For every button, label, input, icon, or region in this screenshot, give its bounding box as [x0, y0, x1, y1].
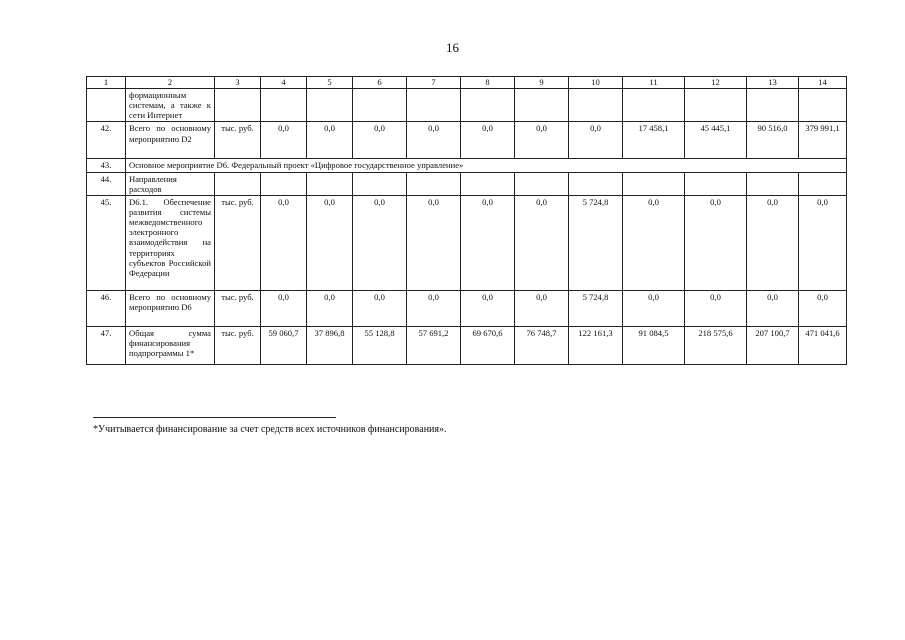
value-cell: 0,0	[307, 122, 353, 159]
column-header: 2	[126, 77, 215, 89]
row-number-cell: 47.	[87, 326, 126, 364]
row-name-cell: Всего по основному мероприятию D2	[126, 122, 215, 159]
footnote-divider	[93, 417, 336, 418]
value-cell	[407, 89, 461, 122]
value-cell	[461, 89, 515, 122]
value-cell	[569, 172, 623, 195]
value-cell	[685, 89, 747, 122]
value-cell: 0,0	[407, 290, 461, 326]
unit-cell	[215, 172, 261, 195]
column-header: 1	[87, 77, 126, 89]
financing-table	[86, 76, 847, 365]
value-cell: 0,0	[307, 290, 353, 326]
value-cell: 69 670,6	[461, 326, 515, 364]
value-cell: 57 691,2	[407, 326, 461, 364]
value-cell: 0,0	[353, 290, 407, 326]
row-name-cell: формационным системам, а также к сети Интернет	[126, 89, 215, 122]
value-cell: 0,0	[461, 195, 515, 290]
value-cell: 122 161,3	[569, 326, 623, 364]
row-number-cell: 45.	[87, 195, 126, 290]
column-header: 10	[569, 77, 623, 89]
column-header: 14	[799, 77, 847, 89]
value-cell	[569, 89, 623, 122]
value-cell	[515, 172, 569, 195]
value-cell: 5 724,8	[569, 195, 623, 290]
value-cell: 0,0	[461, 122, 515, 159]
value-cell: 0,0	[407, 195, 461, 290]
table-row	[87, 290, 847, 326]
value-cell: 0,0	[407, 122, 461, 159]
value-cell	[307, 89, 353, 122]
column-header: 7	[407, 77, 461, 89]
value-cell	[353, 89, 407, 122]
value-cell: 0,0	[261, 122, 307, 159]
unit-cell: тыс. руб.	[215, 195, 261, 290]
row-number-cell: 46.	[87, 290, 126, 326]
row-name-cell: D6.1. Обеспечение развития системы межведомственного электронного взаимодействия на территориях субъектов Российской Федерации	[126, 195, 215, 290]
unit-cell: тыс. руб.	[215, 290, 261, 326]
table-row	[87, 195, 847, 290]
column-header: 4	[261, 77, 307, 89]
row-number-cell: 42.	[87, 122, 126, 159]
value-cell: 59 060,7	[261, 326, 307, 364]
value-cell	[799, 172, 847, 195]
column-header: 13	[747, 77, 799, 89]
footnote: *Учитывается финансирование за счет средств всех источников финансирования».	[93, 424, 447, 435]
value-cell	[353, 172, 407, 195]
value-cell: 0,0	[623, 290, 685, 326]
value-cell: 0,0	[569, 122, 623, 159]
table-row	[87, 326, 847, 364]
unit-cell	[215, 89, 261, 122]
value-cell	[261, 89, 307, 122]
value-cell: 0,0	[799, 195, 847, 290]
column-header: 3	[215, 77, 261, 89]
column-header: 6	[353, 77, 407, 89]
value-cell: 0,0	[515, 290, 569, 326]
value-cell: 0,0	[353, 195, 407, 290]
table-row	[87, 122, 847, 159]
value-cell: 0,0	[515, 122, 569, 159]
row-number-cell: 43.	[87, 159, 126, 172]
value-cell: 0,0	[747, 290, 799, 326]
value-cell: 0,0	[261, 195, 307, 290]
value-cell	[515, 89, 569, 122]
section-title-cell: Основное мероприятие D6. Федеральный проект «Цифровое государственное управление»	[126, 159, 847, 172]
value-cell: 471 041,6	[799, 326, 847, 364]
row-number-cell: 44.	[87, 172, 126, 195]
value-cell: 76 748,7	[515, 326, 569, 364]
value-cell: 5 724,8	[569, 290, 623, 326]
page-number: 16	[446, 40, 459, 55]
value-cell: 17 458,1	[623, 122, 685, 159]
value-cell: 379 991,1	[799, 122, 847, 159]
table-row	[87, 172, 847, 195]
value-cell	[261, 172, 307, 195]
unit-cell: тыс. руб.	[215, 122, 261, 159]
value-cell	[623, 172, 685, 195]
value-cell	[747, 172, 799, 195]
row-name-cell: Общая сумма финансирования подпрограммы 1*	[126, 326, 215, 364]
value-cell: 218 575,6	[685, 326, 747, 364]
unit-cell: тыс. руб.	[215, 326, 261, 364]
value-cell: 55 128,8	[353, 326, 407, 364]
table-row	[87, 89, 847, 122]
column-header: 5	[307, 77, 353, 89]
value-cell	[307, 172, 353, 195]
table-body	[87, 77, 847, 365]
value-cell: 0,0	[685, 195, 747, 290]
column-header: 11	[623, 77, 685, 89]
value-cell: 91 084,5	[623, 326, 685, 364]
table-header-row	[87, 77, 847, 89]
row-number-cell	[87, 89, 126, 122]
value-cell: 0,0	[515, 195, 569, 290]
column-header: 9	[515, 77, 569, 89]
value-cell	[623, 89, 685, 122]
value-cell	[407, 172, 461, 195]
value-cell: 90 516,0	[747, 122, 799, 159]
value-cell	[747, 89, 799, 122]
value-cell: 0,0	[623, 195, 685, 290]
value-cell: 0,0	[307, 195, 353, 290]
column-header: 8	[461, 77, 515, 89]
value-cell: 0,0	[799, 290, 847, 326]
value-cell	[685, 172, 747, 195]
value-cell: 0,0	[261, 290, 307, 326]
column-header: 12	[685, 77, 747, 89]
row-name-cell: Всего по основному мероприятию D6	[126, 290, 215, 326]
value-cell	[461, 172, 515, 195]
value-cell: 0,0	[685, 290, 747, 326]
value-cell: 207 100,7	[747, 326, 799, 364]
row-name-cell: Направления расходов	[126, 172, 215, 195]
value-cell	[799, 89, 847, 122]
table-row	[87, 159, 847, 172]
value-cell: 45 445,1	[685, 122, 747, 159]
value-cell: 0,0	[353, 122, 407, 159]
value-cell: 37 896,8	[307, 326, 353, 364]
value-cell: 0,0	[461, 290, 515, 326]
value-cell: 0,0	[747, 195, 799, 290]
